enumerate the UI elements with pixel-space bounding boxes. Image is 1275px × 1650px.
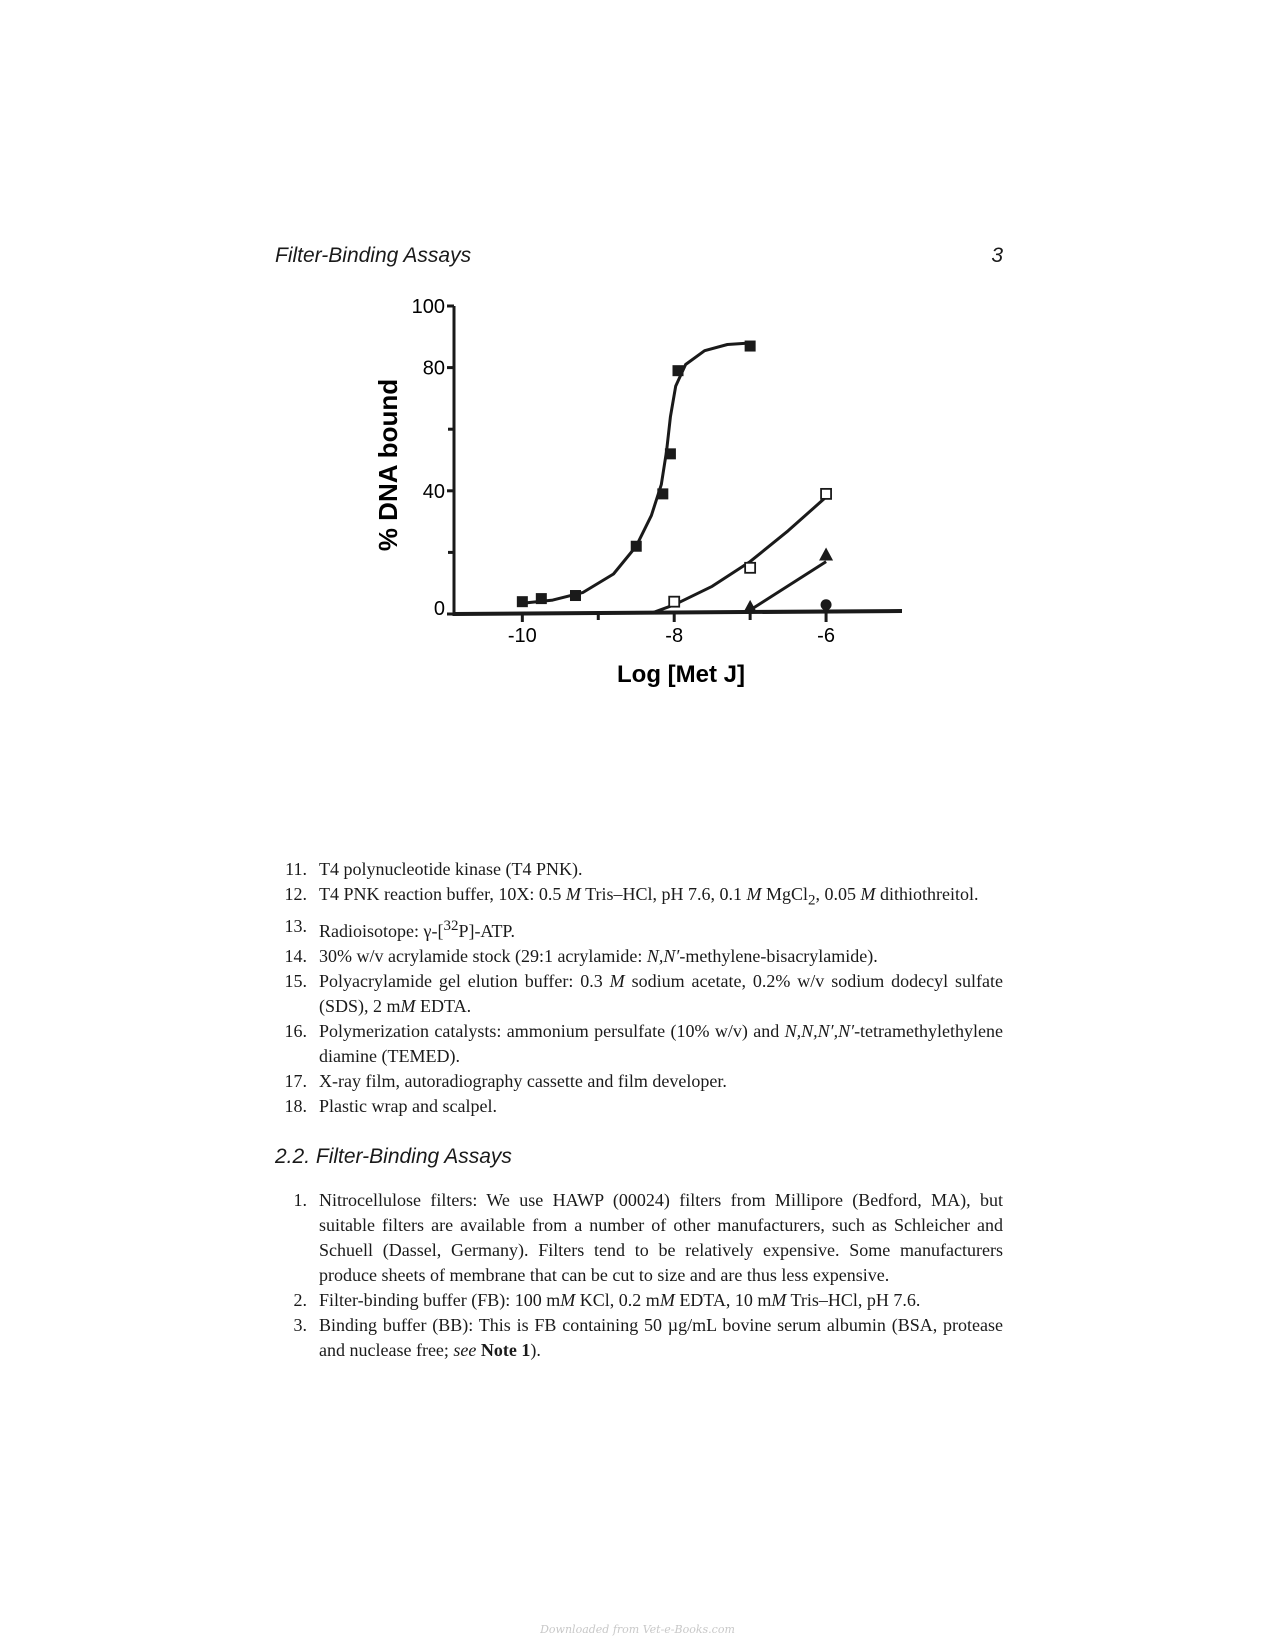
list-item — [275, 914, 1003, 944]
list-item-number: 18. — [284, 1095, 307, 1116]
list-item-number: 13. — [284, 915, 307, 936]
list-item — [275, 1094, 1003, 1119]
materials-list-continued — [275, 857, 1003, 1119]
list-item-text: 30% w/v acrylamide stock (29:1 acrylamide: N,N′-methylene-bisacrylamide). — [319, 945, 878, 966]
series-curve-open-square — [651, 497, 826, 613]
data-point-filled-square — [570, 590, 581, 601]
binding-curve-chart — [0, 0, 1275, 720]
watermark: Downloaded from Vet-e-Books.com — [540, 1623, 735, 1636]
list-item-number: 17. — [284, 1070, 307, 1091]
x-tick-label: -10 — [507, 625, 537, 647]
x-tick-label: -6 — [817, 625, 835, 647]
series-curve-filled-square — [522, 343, 750, 603]
data-point-filled-square — [665, 448, 676, 459]
data-point-open-square — [669, 597, 679, 607]
list-item-number: 15. — [284, 970, 307, 991]
list-item — [275, 1069, 1003, 1094]
list-item — [275, 882, 1003, 914]
page-number: 3 — [991, 244, 1003, 267]
list-item — [275, 1019, 1003, 1069]
list-item-text: T4 polynucleotide kinase (T4 PNK). — [319, 859, 583, 879]
list-item-text: Radioisotope: γ-[$^{32}$P]-ATP. — [319, 917, 515, 941]
data-point-filled-square — [657, 488, 668, 499]
y-axis-label: % DNA bound — [373, 378, 403, 552]
data-point-filled-square — [536, 593, 547, 604]
list-item-number: 14. — [284, 945, 307, 966]
running-head-title: Filter-Binding Assays — [275, 244, 472, 267]
list-item-number: 12. — [284, 884, 307, 904]
y-tick-label: 40 — [422, 480, 445, 503]
list-item-text: Binding buffer (BB): This is FB containing 50 µg/mL bovine serum albumin (BSA, protease and nuclease free; see Note 1). — [319, 1315, 1003, 1360]
list-item — [275, 969, 1003, 1019]
list-item-text: Nitrocellulose filters: We use HAWP (00024) filters from Millipore (Bedford, MA), but suitable filters are available from a number of other manufacturers, such as Schleicher and Schuell (Dassel, Germany). Filters tend to be relatively expensive. Some manufacturers produce sheets of membrane that can be cut to size and are thus less expensive. — [319, 1190, 1003, 1285]
list-item — [275, 857, 1003, 882]
list-item — [275, 944, 1003, 969]
data-point-open-square — [821, 489, 831, 499]
list-item — [275, 1188, 1003, 1288]
data-point-filled-square — [517, 596, 528, 607]
list-item-number: 1. — [293, 1190, 307, 1210]
list-item-number: 3. — [293, 1315, 307, 1335]
data-point-filled-circle — [821, 599, 832, 610]
list-item-text: Plastic wrap and scalpel. — [319, 1095, 497, 1116]
list-item-text: Polymerization catalysts: ammonium persulfate (10% w/v) and N,N,N′,N′-tetramethylethylene diamine (TEMED). — [319, 1020, 1003, 1066]
data-point-filled-square — [673, 365, 684, 376]
data-point-filled-triangle — [819, 547, 833, 560]
series-curve-filled-triangle — [746, 562, 826, 613]
list-item-number: 16. — [284, 1020, 307, 1041]
list-item-text: Polyacrylamide gel elution buffer: 0.3 M sodium acetate, 0.2% w/v sodium dodecyl sulfate (SDS), 2 mM EDTA. — [319, 970, 1003, 1016]
y-tick-label: 80 — [422, 357, 445, 380]
y-tick-label: 0 — [433, 598, 445, 620]
section-heading: 2.2. Filter-Binding Assays — [275, 1145, 512, 1168]
list-item-number: 2. — [293, 1290, 307, 1310]
data-point-filled-square — [745, 341, 756, 352]
list-item-text: Filter-binding buffer (FB): 100 mM KCl, 0.2 mM EDTA, 10 mM Tris–HCl, pH 7.6. — [319, 1290, 921, 1310]
x-axis-label: Log [Met J] — [617, 661, 745, 688]
data-point-open-square — [745, 563, 755, 573]
filter-binding-materials-list — [275, 1188, 1003, 1363]
x-tick-label: -8 — [665, 625, 684, 647]
list-item — [275, 1288, 1003, 1313]
list-item-text: X-ray film, autoradiography cassette and film developer. — [319, 1070, 727, 1091]
list-item-number: 11. — [285, 859, 307, 879]
y-tick-label: 100 — [411, 296, 445, 318]
list-item-text: T4 PNK reaction buffer, 10X: 0.5 M Tris–HCl, pH 7.6, 0.1 M MgCl$_2$, 0.05 M dithiothreitol. — [319, 884, 979, 909]
data-point-filled-square — [631, 541, 642, 552]
list-item — [275, 1313, 1003, 1363]
